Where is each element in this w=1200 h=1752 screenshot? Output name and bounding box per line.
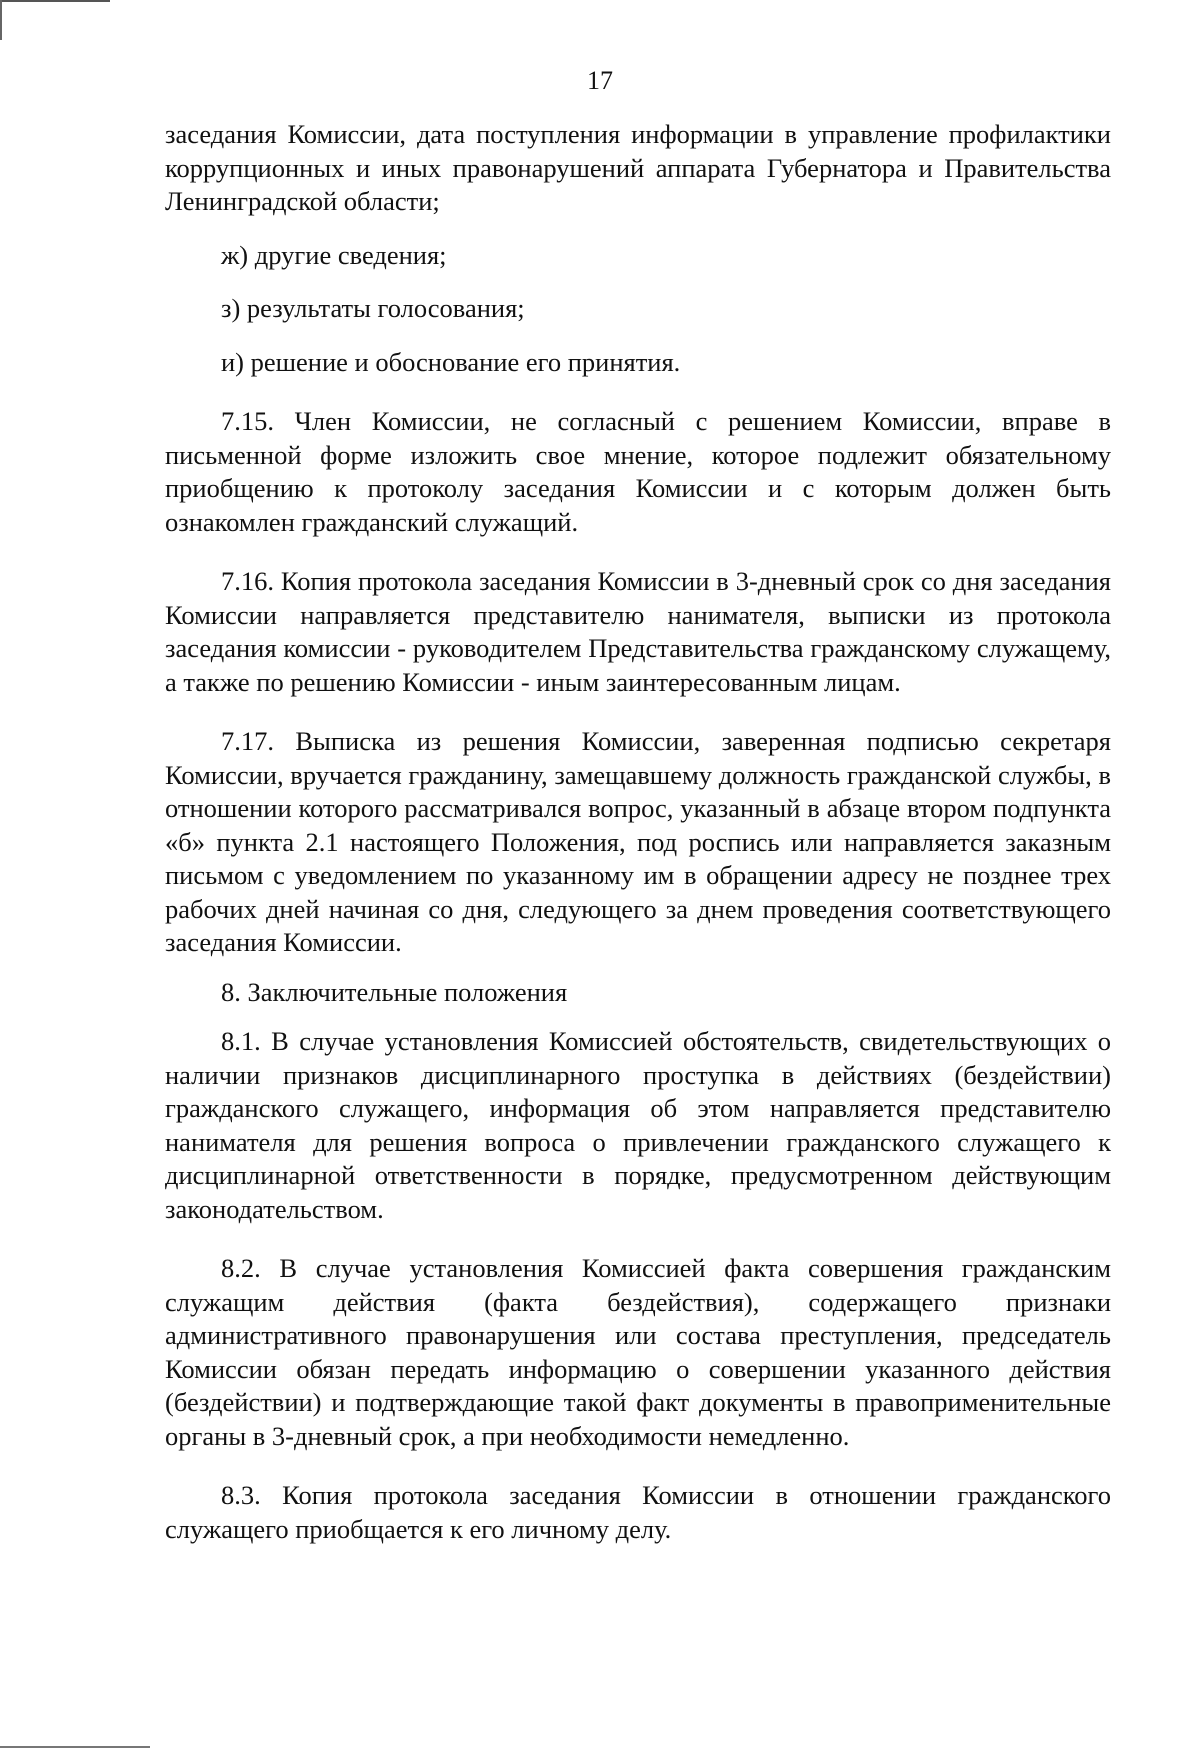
document-body	[165, 118, 1111, 1546]
paragraph-continuation: заседания Комиссии, дата поступления информации в управление профилактики коррупционных и иных правонарушений аппарата Губернатора и Правительства Ленинградской области;	[165, 119, 1111, 216]
list-item-i: и) решение и обоснование его принятия.	[221, 346, 681, 377]
list-item-zh: ж) другие сведения;	[221, 239, 447, 270]
clause-8-3: 8.3. Копия протокола заседания Комиссии в отношении гражданского служащего приобщается к его личному делу.	[165, 1480, 1111, 1544]
clause-7-17: 7.17. Выписка из решения Комиссии, заверенная подписью секретаря Комиссии, вручается гражданину, замещавшему должность гражданской службы, в отношении которого рассматривался вопрос, указанный в абзаце втором подпункта «б» пункта 2.1 настоящего Положения, под роспись или направляется заказным письмом с уведомлением по указанному им в обращении адресу не позднее трех рабочих дней начиная со дня, следующего за днем проведения соответствующего заседания Комиссии.	[165, 726, 1111, 957]
list-item-z: з) результаты голосования;	[221, 293, 525, 323]
clause-8-1: 8.1. В случае установления Комиссией обстоятельств, свидетельствующих о наличии признаков дисциплинарного проступка в действиях (бездействии) гражданского служащего, информация об этом направляется представителю нанимателя для решения вопроса о привлечении гражданского служащего к дисциплинарной ответственности в порядке, предусмотренном действующим законодательством.	[165, 1026, 1111, 1224]
page-number: 17	[587, 66, 613, 95]
clause-8-2: 8.2. В случае установления Комиссией факта совершения гражданским служащим действия (факта бездействия), содержащего признаки административного правонарушения или состава преступления, председатель Комиссии обязан передать информацию о совершении указанного действия (бездействии) и подтверждающие такой факт документы в правоприменительные органы в 3-дневный срок, а при необходимости немедленно.	[165, 1253, 1111, 1451]
scan-edge-artifact	[0, 1746, 150, 1748]
clause-7-16: 7.16. Копия протокола заседания Комиссии в 3-дневный срок со дня заседания Комиссии направляется представителю нанимателя, выписки из протокола заседания комиссии - руководителем Представительства гражданскому служащему, а также по решению Комиссии - иным заинтересованным лицам.	[165, 566, 1111, 697]
clause-7-15: 7.15. Член Комиссии, не согласный с решением Комиссии, вправе в письменной форме изложить свое мнение, которое подлежит обязательному приобщению к протоколу заседания Комиссии и с которым должен быть ознакомлен гражданский служащий.	[165, 406, 1111, 537]
scan-edge-artifact	[0, 0, 110, 2]
section-heading-8: 8. Заключительные положения	[221, 976, 568, 1007]
scan-edge-artifact	[0, 0, 2, 40]
